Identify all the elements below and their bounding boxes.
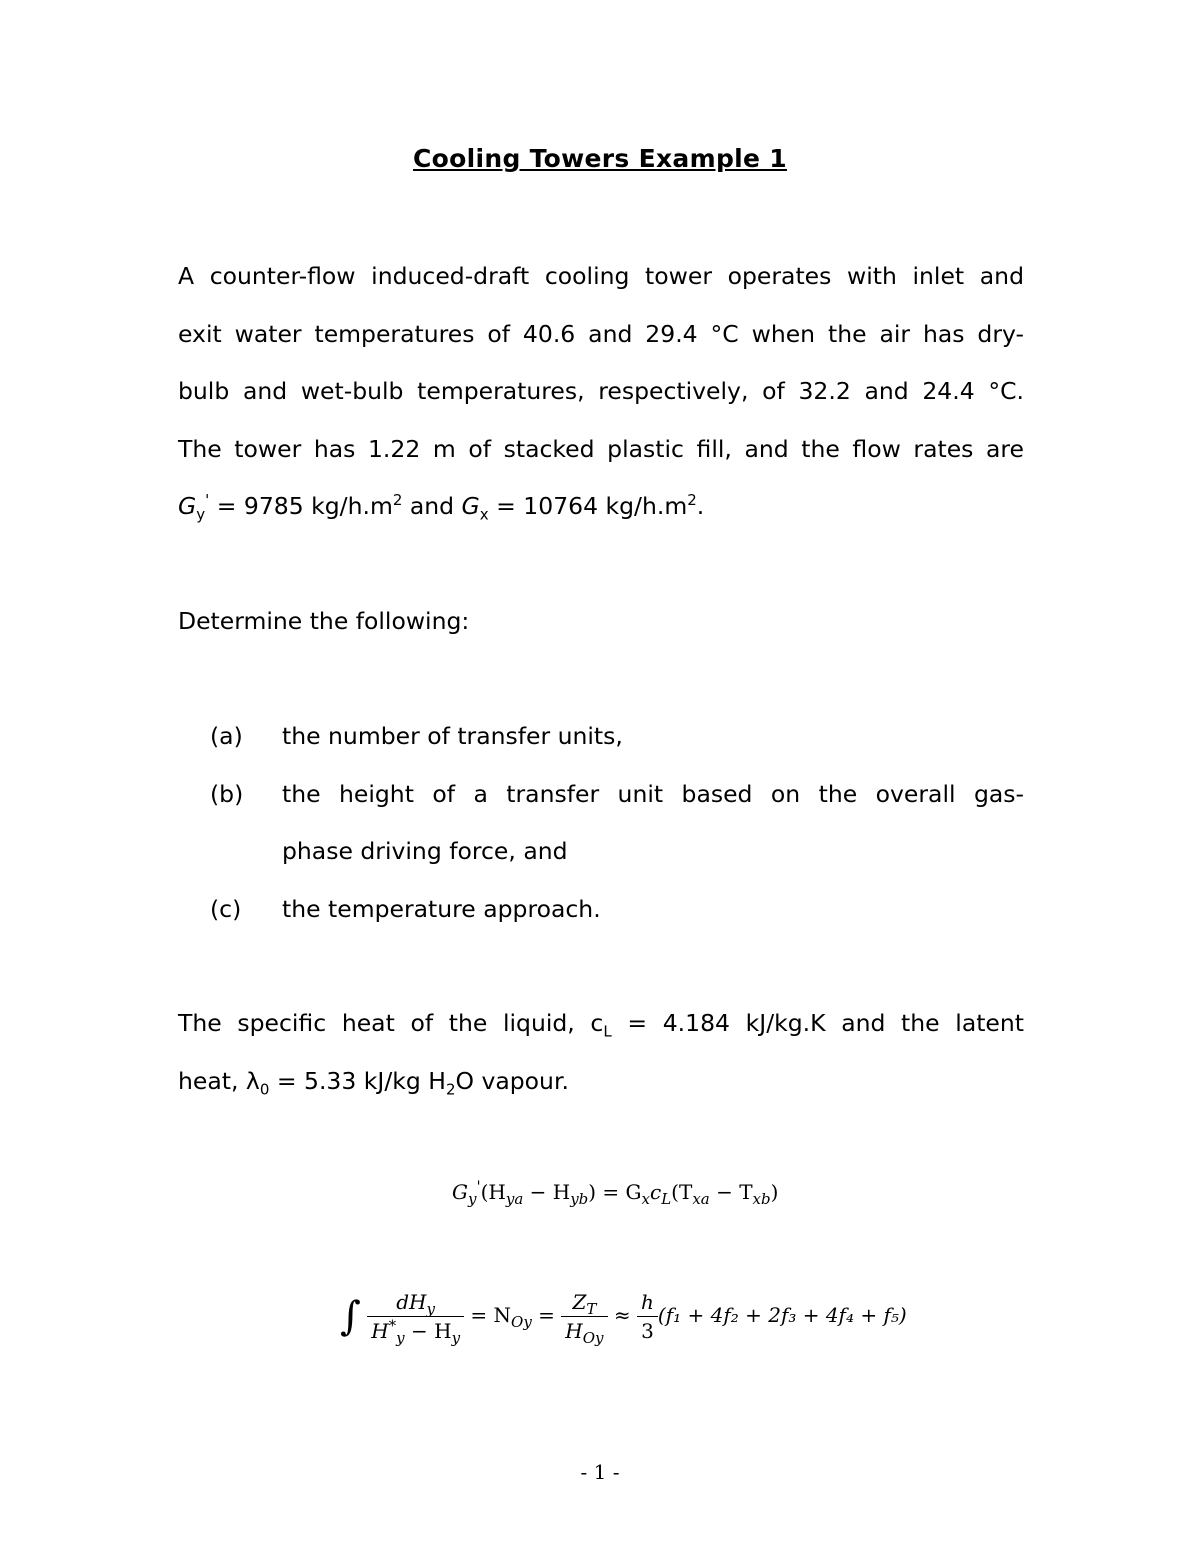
sup: *: [388, 1316, 397, 1335]
sub: Oy: [511, 1313, 532, 1331]
denominator: [561, 1317, 607, 1347]
energy-balance-equation: [452, 1177, 779, 1208]
sym: ) = G: [588, 1180, 642, 1204]
simpson-series: (f₁ + 4f₂ + 2f₃ + 4f₄ + f₅): [657, 1303, 907, 1327]
sub: y: [467, 1190, 477, 1208]
integral-sign: ∫: [340, 1293, 361, 1340]
sub: L: [661, 1190, 672, 1208]
problem-statement: [178, 248, 1024, 536]
problem-line: The tower has 1.22 m of stacked plastic fill, and the flow rates are: [178, 434, 1024, 463]
end-period: .: [696, 492, 705, 520]
sub: y: [396, 1329, 405, 1347]
gy-prime: ': [205, 491, 210, 510]
exp: 2: [392, 491, 403, 510]
denominator: [367, 1316, 464, 1347]
sym: ): [770, 1180, 779, 1204]
sub: y: [451, 1329, 461, 1347]
page-title: Cooling Towers Example 1: [413, 144, 787, 173]
numerator: [367, 1290, 464, 1317]
fraction: [367, 1290, 464, 1347]
gy-value: = 9785 kg/h.m: [209, 492, 393, 520]
item-text: the temperature approach.: [282, 895, 601, 923]
sym: ≈: [607, 1303, 638, 1327]
prime: ': [476, 1177, 481, 1196]
sym: − T: [709, 1180, 753, 1204]
sym: (H: [480, 1180, 506, 1204]
sym: H: [565, 1319, 583, 1343]
problem-line: exit water temperatures of 40.6 and 29.4 °C when the air has dry-: [178, 319, 1024, 348]
problem-line: A counter-flow induced-draft cooling tower operates with inlet and: [178, 262, 1024, 290]
sub: x: [641, 1190, 650, 1208]
numerator: h: [637, 1290, 658, 1317]
determine-heading: Determine the following:: [178, 607, 470, 635]
text: The specific heat of the liquid, c: [178, 1009, 604, 1037]
sub: Oy: [582, 1329, 604, 1347]
sym: c: [650, 1180, 662, 1204]
sub: xb: [752, 1190, 771, 1208]
sub: xa: [692, 1190, 710, 1208]
text: heat, λ: [178, 1066, 260, 1095]
sym: − H: [404, 1319, 452, 1343]
cl-sub: L: [603, 1022, 612, 1041]
item-text: the number of transfer units,: [282, 722, 623, 750]
sym: G: [452, 1180, 468, 1204]
sym: dH: [396, 1290, 427, 1314]
and-text: and: [402, 492, 462, 520]
specific-heat-paragraph: [178, 995, 1024, 1110]
sym: − H: [523, 1180, 571, 1204]
item-label: (a): [210, 722, 243, 750]
text: = 4.184 kJ/kg.K and the latent: [611, 1009, 1024, 1037]
gy-sub: y: [196, 505, 206, 524]
text: O vapour.: [455, 1066, 569, 1095]
sub: y: [426, 1300, 435, 1318]
fraction: [561, 1290, 607, 1347]
page-number: - 1 -: [580, 1460, 620, 1484]
sym: Z: [572, 1290, 587, 1314]
h2o-sub: 2: [445, 1080, 456, 1099]
numerator: [561, 1290, 607, 1317]
gy-symbol: G: [178, 492, 197, 520]
lambda-sub: 0: [259, 1080, 270, 1099]
exp: 2: [687, 491, 697, 510]
problem-line: bulb and wet-bulb temperatures, respectively, of 32.2 and 24.4 °C.: [178, 377, 1024, 405]
latent-heat-line: [178, 1053, 1024, 1111]
fraction: [637, 1290, 658, 1343]
text: = 5.33 kJ/kg H: [269, 1066, 446, 1095]
item-label: (b): [210, 780, 244, 808]
specific-heat-line: [178, 995, 1024, 1053]
item-label: (c): [210, 895, 242, 923]
flow-rates-line: [178, 478, 1024, 536]
gx-symbol: G: [461, 492, 480, 520]
gx-sub: x: [479, 505, 489, 524]
sub: T: [586, 1300, 597, 1318]
item-text: the height of a transfer unit based on the overall gas-: [282, 780, 1024, 808]
sym: = N: [464, 1303, 512, 1327]
sub: ya: [505, 1190, 524, 1208]
sym: =: [531, 1303, 562, 1327]
sym: (T: [671, 1180, 693, 1204]
item-text: phase driving force, and: [282, 837, 568, 865]
ntu-integral-equation: [340, 1290, 907, 1347]
gx-value: = 10764 kg/h.m: [488, 492, 688, 520]
denominator: 3: [641, 1319, 654, 1343]
sub: yb: [570, 1190, 589, 1208]
sym: H: [371, 1319, 389, 1343]
